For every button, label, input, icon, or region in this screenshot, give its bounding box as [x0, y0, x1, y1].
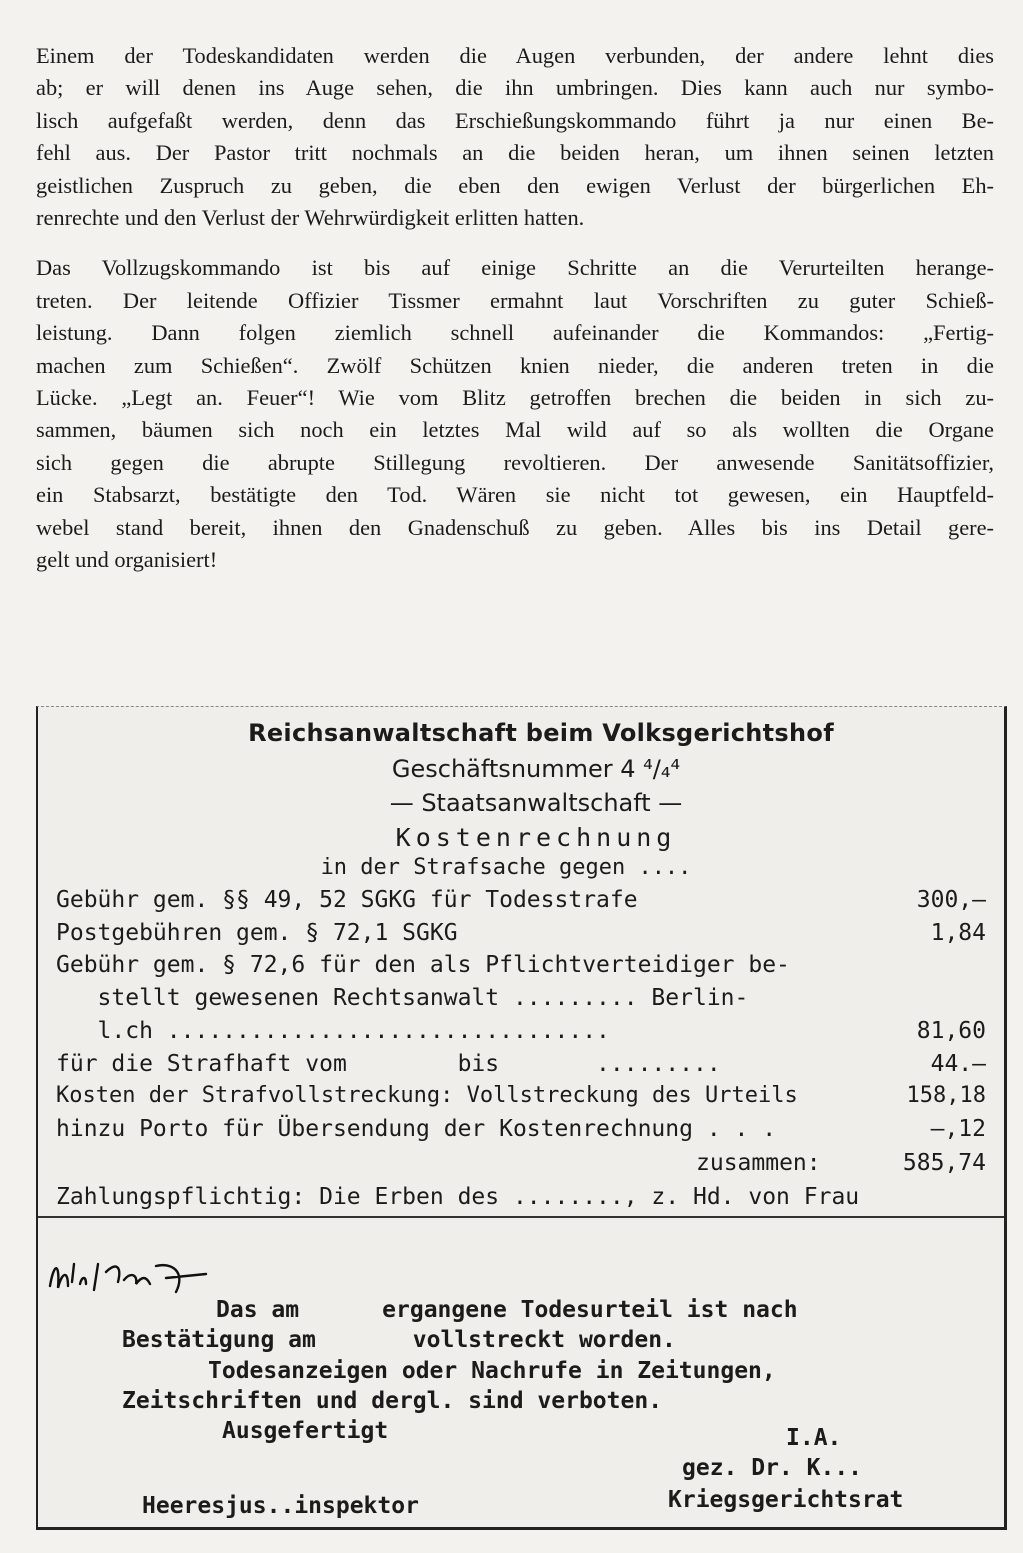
cost-label: stellt gewesenen Rechtsanwalt ......... Berlin-	[56, 985, 749, 1011]
stamp-line: Bestätigung am vollstreckt worden.	[122, 1327, 676, 1353]
stamp-line: Todesanzeigen oder Nachrufe in Zeitungen,	[208, 1358, 776, 1384]
issued-label: Ausgefertigt	[222, 1418, 389, 1444]
divider	[38, 1216, 1004, 1218]
stamp-line: Das am ergangene Todesurteil ist nach	[216, 1297, 798, 1323]
cost-amount: 158,18	[906, 1083, 986, 1108]
cost-invoice-document	[36, 706, 1007, 1530]
cost-row	[56, 985, 990, 1017]
cost-label: Gebühr gem. §§ 49, 52 SGKG für Todesstrafe	[56, 887, 638, 913]
payer-row	[56, 1184, 990, 1216]
prosecution-office: — Staatsanwaltschaft —	[389, 789, 683, 817]
text-line: lisch aufgefaßt werden, denn das Erschießungskommando führt ja nur einen Be-	[36, 107, 994, 133]
text-line: Lücke. „Legt an. Feuer“! Wie vom Blitz getroffen brechen die beiden in sich zu-	[36, 385, 994, 411]
inspector-title: Heeresjus..inspektor	[142, 1493, 419, 1519]
cost-amount: –,12	[930, 1116, 986, 1142]
text-line: renrechte und den Verlust der Wehrwürdigkeit erlitten hatten.	[36, 205, 585, 231]
cost-label: hinzu Porto für Übersendung der Kostenrechnung . . .	[56, 1116, 777, 1142]
on-behalf-label: I.A.	[786, 1425, 842, 1451]
text-line: treten. Der leitende Offizier Tissmer ermahnt laut Vorschriften zu guter Schieß-	[36, 287, 994, 313]
handwritten-signature-icon	[46, 1252, 256, 1300]
total-row	[56, 1150, 990, 1182]
paragraph-1	[36, 40, 994, 234]
cost-amount: 1,84	[930, 920, 986, 946]
cost-label: Gebühr gem. § 72,6 für den als Pflichtverteidiger be-	[56, 952, 790, 978]
signed-name: gez. Dr. K...	[682, 1455, 863, 1481]
payer-label: Zahlungspflichtig: Die Erben des ........, z. Hd. von Frau	[56, 1184, 860, 1210]
total-label: zusammen:	[696, 1150, 821, 1176]
invoice-heading: Kostenrechnung	[395, 823, 677, 852]
cost-row	[56, 1051, 990, 1083]
text-line: geistlichen Zuspruch zu geben, die eben den ewigen Verlust der bürgerlichen Eh-	[36, 172, 994, 198]
cost-row	[56, 1116, 990, 1148]
cost-label: Postgebühren gem. § 72,1 SGKG	[56, 920, 458, 946]
total-amount: 585,74	[902, 1150, 986, 1176]
text-line: machen zum Schießen“. Zwölf Schützen knien nieder, die anderen treten in die	[36, 352, 994, 378]
text-line: ein Stabsarzt, bestätigte den Tod. Wären sie nicht tot gewesen, ein Hauptfeld-	[36, 482, 994, 508]
cost-row	[56, 887, 990, 919]
file-number: Geschäftsnummer 4 ⁴/₄⁴	[391, 755, 681, 783]
text-line: ab; er will denen ins Auge sehen, die ihn umbringen. Dies kann auch nur symbo-	[36, 75, 994, 101]
text-line: gelt und organisiert!	[36, 547, 218, 573]
stamp-line: Zeitschriften und dergl. sind verboten.	[122, 1388, 663, 1414]
text-line: sammen, bäumen sich noch ein letztes Mal wild auf so als wollten die Organe	[36, 417, 994, 443]
cost-amount: 44.–	[930, 1051, 986, 1077]
cost-amount: 81,60	[916, 1018, 986, 1044]
text-line: sich gegen die abrupte Stillegung revoltieren. Der anwesende Sanitätsoffizier,	[36, 449, 994, 475]
body-text	[36, 40, 994, 595]
cost-label: Kosten der Strafvollstreckung: Vollstreckung des Urteils	[56, 1083, 798, 1108]
text-line: Einem der Todeskandidaten werden die Augen verbunden, der andere lehnt dies	[36, 43, 994, 68]
text-line: leistung. Dann folgen ziemlich schnell aufeinander die Kommandos: „Fertig-	[36, 320, 994, 346]
case-reference: in der Strafsache gegen ....	[320, 855, 692, 880]
cost-row	[56, 1083, 990, 1115]
cost-row	[56, 952, 990, 984]
cost-amount: 300,–	[916, 887, 986, 913]
document-title: Reichsanwaltschaft beim Volksgerichtshof	[248, 719, 834, 747]
text-line: Das Vollzugskommando ist bis auf einige Schritte an die Verurteilten herange-	[36, 255, 994, 281]
cost-label: l.ch ................................	[56, 1018, 610, 1044]
cost-row	[56, 920, 990, 952]
cost-label: für die Strafhaft vom bis .........	[56, 1051, 721, 1077]
text-line: fehl aus. Der Pastor tritt nochmals an die beiden heran, um ihnen seinen letzten	[36, 140, 994, 166]
judge-title: Kriegsgerichtsrat	[668, 1487, 904, 1513]
text-line: webel stand bereit, ihnen den Gnadenschuß zu geben. Alles bis ins Detail gere-	[36, 514, 994, 540]
cost-row	[56, 1018, 990, 1050]
paragraph-2	[36, 252, 994, 576]
